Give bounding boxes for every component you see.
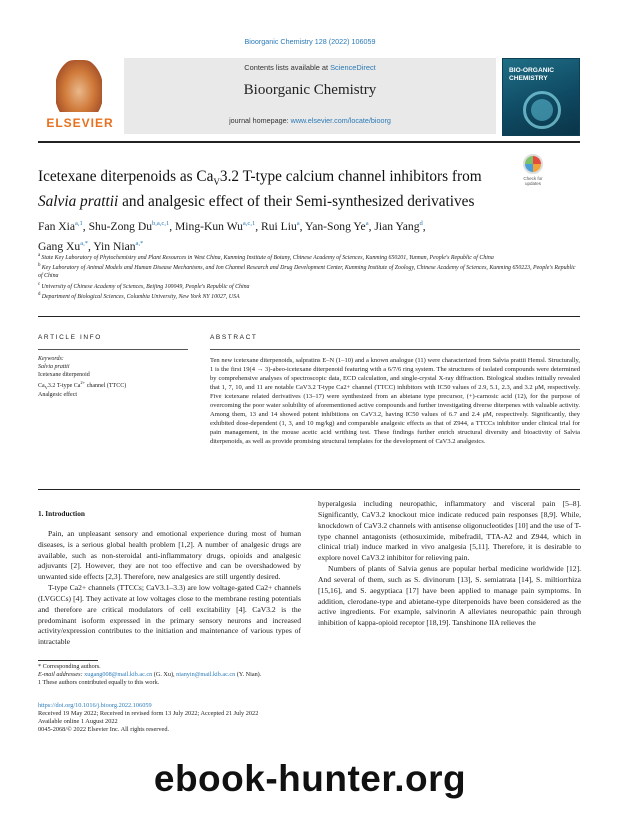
journal-info-box bbox=[124, 58, 496, 134]
keyword: Analgesic effect bbox=[38, 392, 78, 399]
abstract-text: Ten new icetexane diterpenoids, salpratins E–N (1–10) and a known analogue (11) were characterized from Salvia prattii Hemsl. Structurally, 1 is the first 19(4 → 3)-abeo-icetexane diterpenoid featuring with a 6/7/6 ring system. The structures of isolated compounds were determined by comprehensive analyses of spectroscopic data, ECD calculation, and single-crystal X-ray diffraction. Biological studies initially revealed that 1, 7, 10, and 11 are notable CaV3.2 T-type Ca2+ channel (TTCC) inhibitors with IC50 values of 2.9, 5.1, 2.3, and 3.2 μM, respectively. Five icetexane related derivatives (13–17) were synthesized from an abietane type precursor, (+)-carnosic acid (12), for the purpose of overcoming the poor water solubility of aforementioned active compounds and further investigating diverse diterpenes with valuable activity. Among them, 13 and 14 showed potent inhibitions on CaV3.2, having IC50 values of 6.7 and 2.4 μM, respectively. Significantly, they exhibited dose-dependent (1, 3, and 10 mg/kg) and comparable analgesic effects as that of Z944, a TTCCs inhibitor under clinical trial for pain management, in the mouse acetic acid writhing test. These findings further enrich structural diversity and bioactivity of Salvia diterpenoids, as well as provide promising structural templates for the development of CaV3.2 analgesics. bbox=[210, 357, 580, 446]
elsevier-logo bbox=[38, 60, 120, 132]
article-info-heading: ARTICLE INFO bbox=[38, 334, 102, 341]
received-dates: Received 19 May 2022; Received in revised form 13 July 2022; Accepted 21 July 2022 bbox=[38, 710, 259, 718]
elsevier-tree-icon bbox=[56, 60, 102, 112]
author-affiliation-mark: b,a,c,1 bbox=[152, 220, 170, 227]
sciencedirect-link[interactable]: ScienceDirect bbox=[330, 63, 376, 72]
journal-header bbox=[38, 58, 580, 138]
author-name[interactable]: Shu-Zong Du bbox=[88, 219, 153, 233]
homepage-line bbox=[124, 116, 496, 125]
cover-graphic-inner bbox=[531, 99, 553, 121]
article-title: Icetexane diterpenoids as $Ca_V3.2$ T-type calcium channel inhibitors from Salvia prattii and analgesic effect of their Semi-synthesized derivatives bbox=[38, 168, 482, 211]
affiliation-mark: c bbox=[38, 281, 42, 287]
author-list: Fan Xia$^{a,1}$, Shu-Zong Du$^{b,a,c,1}$, Ming-Kun Wu$^{a,c,1}$, Rui Liu$^a$, Yan-Song Ye$^a$, Jian Yang$^d$, Gang $Xu^{a,*}$, Yin Nian$^{a,*}$ bbox=[38, 219, 426, 253]
article-info-rule bbox=[38, 349, 188, 350]
body-left-column bbox=[38, 509, 301, 648]
homepage-prefix: journal homepage: bbox=[229, 116, 291, 125]
keyword: Salvia prattii bbox=[38, 363, 70, 370]
keyword: Icetexane diterpenoid bbox=[38, 371, 90, 378]
elsevier-wordmark: ELSEVIER bbox=[46, 116, 114, 130]
online-date: Available online 1 August 2022 bbox=[38, 718, 118, 726]
author-affiliation-mark: a,1 bbox=[75, 220, 83, 227]
copyright: 0045-2068/© 2022 Elsevier Inc. All rights reserved. bbox=[38, 726, 170, 734]
author-affiliation-mark: a,c,1 bbox=[242, 220, 256, 227]
keywords-label: Keywords: bbox=[38, 356, 64, 362]
article-footer bbox=[38, 702, 338, 734]
author-name[interactable]: Gang Xu bbox=[38, 239, 81, 253]
check-for-updates-badge[interactable] bbox=[520, 154, 546, 188]
contents-prefix: Contents lists available at bbox=[244, 63, 331, 72]
article-info bbox=[38, 334, 188, 400]
author-name[interactable]: Yan-Song Ye bbox=[305, 219, 366, 233]
author-affiliation-mark: a bbox=[365, 220, 369, 227]
body-right-column bbox=[318, 499, 581, 629]
paragraph: Numbers of plants of Salvia genus are popular herbal medicine worldwide [12]. And several of them, such as S. divinorum [13], S. semiatrata [14], S. miltiorrhiza [15,16], and S. aegyptiaca [17] have been applied to manage pain symptoms. In addition, clerodane-type and abietane-type diterpenoids have been considered as the active ingredients. For example, salvinorin A alleviates neuropathic pain through inhibition of kappa-opioid receptor [18,19]. Tanshinone IIA relieves the bbox=[318, 564, 581, 628]
author-name[interactable]: Jian Yang bbox=[374, 219, 420, 233]
journal-title: Bioorganic Chemistry bbox=[243, 82, 377, 98]
paragraph: Pain, an unpleasant sensory and emotional experience during most of human diseases, is a serious global health problem [1,2]. A number of analgesic drugs are available, such as non-steroidal anti-inflammatory drugs, opioids and analgesic adjuvants [2]. However, they are not too effective and can be overshadowed by unwanted side effects [2,3]. Therefore, new analgesics are still urgently desired. bbox=[38, 528, 301, 582]
affiliation-mark: b bbox=[38, 263, 42, 269]
affiliation-mark: d bbox=[38, 292, 42, 298]
keyword: $Ca_V3.2$ T-type $Ca^{2+}$ channel (TTCC) bbox=[38, 380, 127, 391]
check-updates-icon bbox=[523, 154, 543, 174]
author-affiliation-mark: a bbox=[296, 220, 300, 227]
author-name[interactable]: Rui Liu bbox=[261, 219, 297, 233]
affiliations bbox=[38, 252, 580, 302]
contents-line bbox=[124, 63, 496, 72]
header-divider bbox=[38, 141, 580, 143]
affiliation-mark: a bbox=[38, 253, 42, 258]
corresponding-note: * Corresponding authors. bbox=[38, 663, 101, 670]
journal-cover-image bbox=[502, 58, 580, 136]
equal-contribution-note: 1 These authors contributed equally to this work. bbox=[38, 679, 160, 686]
abstract-heading: ABSTRACT bbox=[210, 334, 258, 341]
abstract bbox=[210, 334, 580, 446]
email-line: E-mail addresses: xugang008@mail.kib.ac.cn (G. Xu), nianyin@mail.kib.ac.cn (Y. Nian). bbox=[38, 671, 262, 678]
homepage-link[interactable]: www.elsevier.com/locate/bioorg bbox=[290, 116, 391, 125]
affiliation: $^a$ State Key Laboratory of Phytochemistry and Plant Resources in West China, Kunming Institute of Botany, Chinese Academy of Sciences, Kunming 650201, Yunnan, People's Republic of China bbox=[38, 253, 494, 261]
author-affiliation-mark: a,* bbox=[135, 239, 144, 247]
author-name[interactable]: Yin Nian bbox=[93, 239, 136, 253]
cover-title: BIO-ORGANIC CHEMISTRY bbox=[509, 67, 555, 82]
email-link[interactable]: nianyin@mail.kib.ac.cn bbox=[176, 671, 236, 678]
check-updates-label: Check for updates bbox=[523, 176, 543, 186]
affiliation: $^d$ Department of Biological Sciences, Columbia University, New York NY 10027, USA bbox=[38, 292, 240, 301]
email-link[interactable]: xugang008@mail.kib.ac.cn bbox=[84, 671, 153, 678]
footnotes bbox=[38, 663, 338, 687]
doi-link[interactable]: https://doi.org/10.1016/j.bioorg.2022.106059 bbox=[38, 702, 152, 709]
abstract-divider bbox=[38, 489, 580, 490]
footnote-divider bbox=[38, 660, 98, 661]
paragraph: T-type Ca2+ channels (TTCCs; CaV3.1–3.3) are low voltage-gated Ca2+ channels (LVGCCs) [4]. They activate at low voltages close to the membrane resting potentials and therefore are critical modulators of cell excitability [4]. CaV3.2 is the predominant isoform expressed in the primary sensory neurons and increased activity/expression contributes to the initiation and maintenance of various types of intractable bbox=[38, 583, 301, 647]
affiliation-divider bbox=[38, 316, 580, 317]
paragraph: hyperalgesia including neuropathic, inflammatory and visceral pain [5–8]. Significantly, CaV3.2 knockout mice indicate reduced pain responses [8,9]. While, knockdown of CaV3.2 channels with antisense oligonucleotides [10] and the use of T-type channel antagonists (ethosuximide, mibefradil, TTA-A2 and Z944, which in clinical trial) induce marked in vivo analgesia [5,11]. Therefore, it is desirable to explore novel CaV3.2 inhibitor for relieving pain. bbox=[318, 499, 581, 563]
abstract-rule bbox=[210, 349, 580, 350]
watermark: ebook-hunter.org bbox=[153, 758, 467, 799]
author-name[interactable]: Fan Xia bbox=[38, 219, 76, 233]
affiliation: $^b$ Key Laboratory of Animal Models and Human Disease Mechanisms, and Ion Channel Research and Drug Development Center, Kunming Institute of Zoology, Chinese Academy of Sciences, Kunming 650223, People's Republic of China bbox=[38, 263, 576, 280]
author-name[interactable]: Ming-Kun Wu bbox=[175, 219, 243, 233]
author-affiliation-mark: a,* bbox=[80, 239, 88, 247]
section-heading-introduction: 1. Introduction bbox=[38, 509, 85, 518]
journal-reference[interactable]: Bioorganic Chemistry 128 (2022) 106059 bbox=[244, 37, 376, 46]
author-affiliation-mark: d bbox=[419, 220, 423, 227]
affiliation: $^c$ University of Chinese Academy of Sciences, Beijing 100049, People's Republic of China bbox=[38, 281, 250, 290]
